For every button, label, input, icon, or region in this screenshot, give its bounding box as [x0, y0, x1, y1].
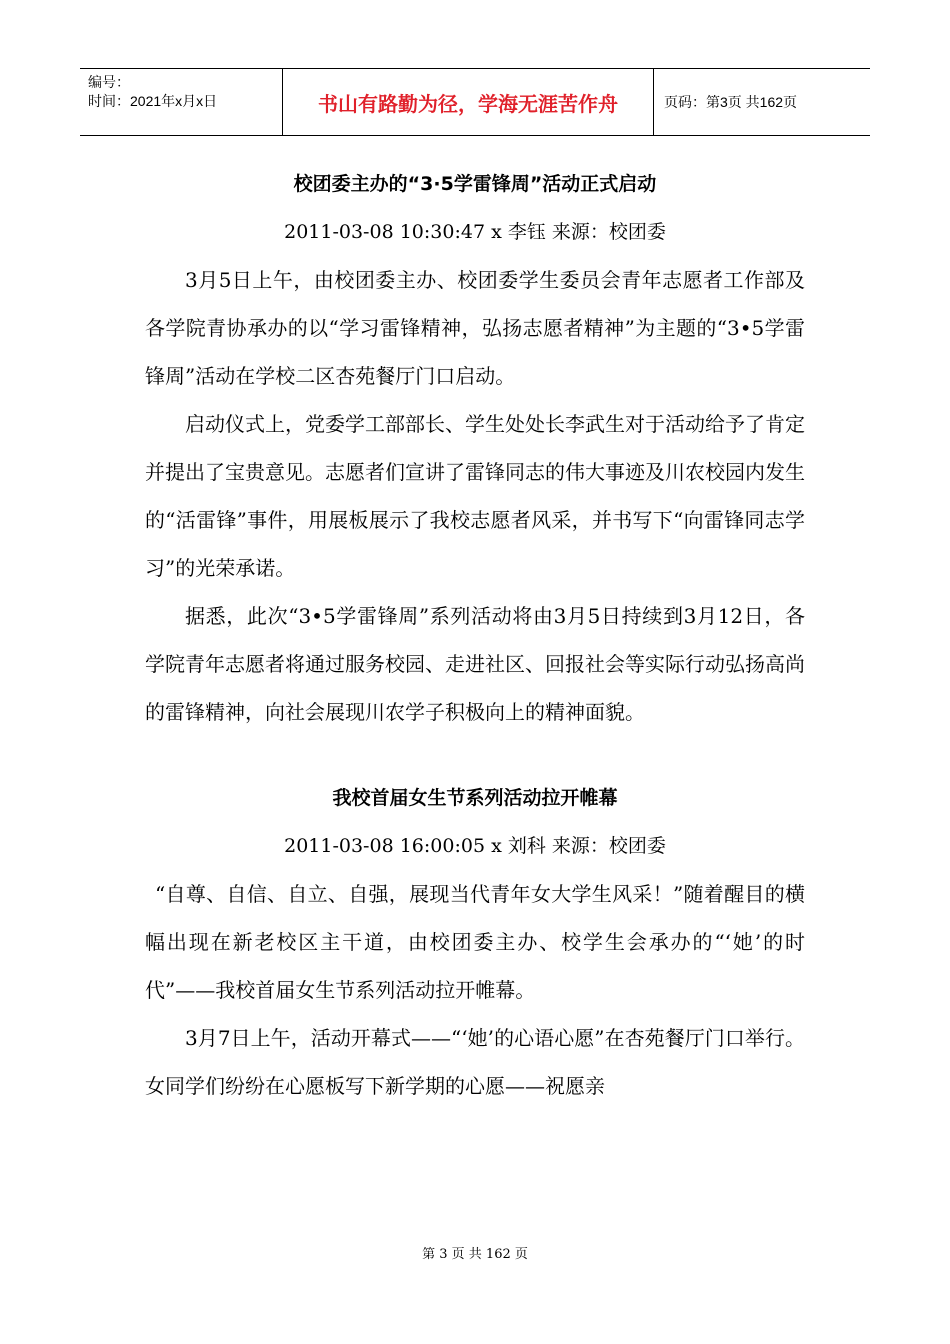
header-motto: 书山有路勤为径，学海无涯苦作舟 — [282, 69, 654, 135]
document-number-label: 编号： — [88, 74, 130, 90]
article-lei-feng-week — [145, 160, 805, 736]
article-paragraph: 3月5日上午，由校团委主办、校团委学生委员会青年志愿者工作部及各学院青协承办的以“学习雷锋精神，弘扬志愿者精神”为主题的“3•5学雷锋周”活动在学校二区杏苑餐厅门口启动。 — [145, 268, 805, 388]
article-title: 校团委主办的“3·5学雷锋周”活动正式启动 — [293, 173, 657, 195]
header-info — [80, 69, 282, 135]
article-womens-day — [145, 774, 805, 1110]
document-date: 时间：2021年x月x日 — [88, 93, 218, 109]
page-header — [80, 68, 870, 136]
article-title: 我校首届女生节系列活动拉开帷幕 — [332, 787, 618, 809]
header-page-info: 页码：第3页 共162页 — [664, 94, 798, 110]
article-paragraph: 启动仪式上，党委学工部部长、学生处处长李武生对于活动给予了肯定并提出了宝贵意见。志愿者们宣讲了雷锋同志的伟大事迹及川农校园内发生的“活雷锋”事件，用展板展示了我校志愿者风采，并书写下“向雷锋同志学习”的光荣承诺。 — [145, 412, 805, 580]
article-paragraph: 据悉，此次“3•5学雷锋周”系列活动将由3月5日持续到3月12日，各学院青年志愿者将通过服务校园、走进社区、回报社会等实际行动弘扬高尚的雷锋精神，向社会展现川农学子积极向上的精神面貌。 — [145, 604, 805, 724]
article-paragraph: “自尊、自信、自立、自强，展现当代青年女大学生风采！”随着醒目的横幅出现在新老校区主干道，由校团委主办、校学生会承办的“‘她’的时代”——我校首届女生节系列活动拉开帷幕。 — [145, 882, 805, 1002]
article-separator — [145, 736, 805, 774]
article-meta: 2011-03-08 10:30:47 x 李钰 来源：校团委 — [284, 221, 666, 243]
page-footer: 第 3 页 共 162 页 — [422, 1247, 528, 1262]
article-meta: 2011-03-08 16:00:05 x 刘科 来源：校团委 — [284, 835, 666, 857]
article-paragraph: 3月7日上午，活动开幕式——“‘她’的心语心愿”在杏苑餐厅门口举行。女同学们纷纷在心愿板写下新学期的心愿——祝愿亲 — [145, 1026, 805, 1098]
document-body — [145, 160, 805, 1110]
